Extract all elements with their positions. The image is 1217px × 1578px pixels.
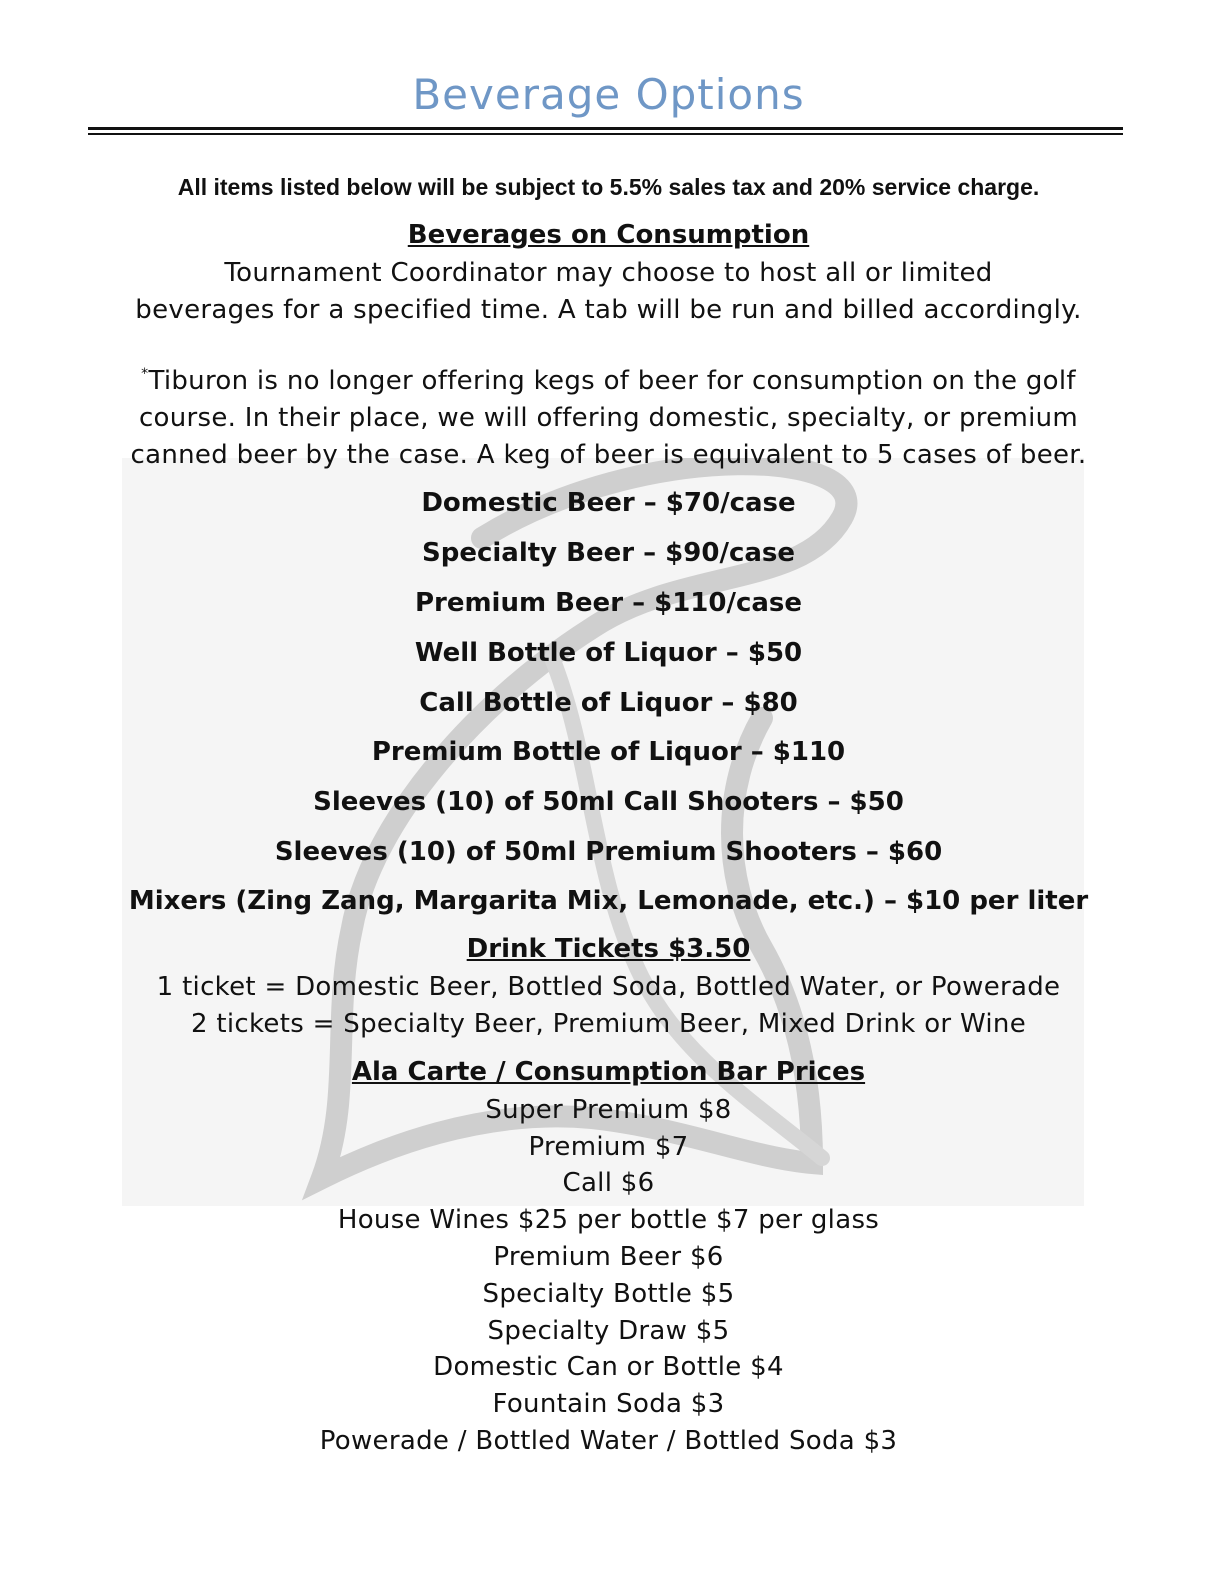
bulk-item: Sleeves (10) of 50ml Call Shooters – $50 xyxy=(313,787,904,817)
ala-carte-item: Fountain Soda $3 xyxy=(492,1389,725,1419)
ala-carte-item: Premium $7 xyxy=(528,1132,689,1162)
bulk-item: Domestic Beer – $70/case xyxy=(421,488,796,518)
consumption-line: Tournament Coordinator may choose to host all or limited xyxy=(224,258,993,288)
bulk-item: Mixers (Zing Zang, Margarita Mix, Lemonade, etc.) – $10 per liter xyxy=(128,886,1089,916)
consumption-line: beverages for a specified time. A tab will be run and billed accordingly. xyxy=(135,295,1082,325)
ala-carte-item: Super Premium $8 xyxy=(485,1095,732,1125)
ticket-line: 1 ticket = Domestic Beer, Bottled Soda, Bottled Water, or Powerade xyxy=(156,972,1061,1002)
kegs-note-line: course. In their place, we will offering domestic, specialty, or premium xyxy=(138,403,1079,433)
bulk-item: Call Bottle of Liquor – $80 xyxy=(419,688,798,718)
title-rule-bottom xyxy=(88,133,1123,135)
shark-watermark xyxy=(122,458,1084,1206)
bulk-item: Specialty Beer – $90/case xyxy=(421,538,796,568)
ticket-line: 2 tickets = Specialty Beer, Premium Beer, Mixed Drink or Wine xyxy=(190,1009,1026,1039)
tickets-heading: Drink Tickets $3.50 xyxy=(466,934,751,964)
bulk-item: Sleeves (10) of 50ml Premium Shooters – $60 xyxy=(274,837,943,867)
ala-carte-item: Specialty Bottle $5 xyxy=(482,1279,735,1309)
ala-carte-item: House Wines $25 per bottle $7 per glass xyxy=(337,1205,880,1235)
ala-carte-item: Call $6 xyxy=(562,1168,655,1198)
page-title: Beverage Options xyxy=(412,70,805,119)
ala-carte-heading: Ala Carte / Consumption Bar Prices xyxy=(351,1057,866,1087)
ala-carte-item: Powerade / Bottled Water / Bottled Soda $3 xyxy=(319,1426,898,1456)
ala-carte-item: Domestic Can or Bottle $4 xyxy=(433,1352,784,1382)
consumption-heading: Beverages on Consumption xyxy=(407,220,810,250)
kegs-note-line: canned beer by the case. A keg of beer is equivalent to 5 cases of beer. xyxy=(130,440,1087,470)
ala-carte-item: Premium Beer $6 xyxy=(493,1242,724,1272)
asterisk-mark: * xyxy=(141,366,149,382)
kegs-note-line: *Tiburon is no longer offering kegs of beer for consumption on the golf xyxy=(141,366,1076,396)
bulk-item: Well Bottle of Liquor – $50 xyxy=(414,638,803,668)
title-rule-top xyxy=(88,127,1123,130)
bulk-item: Premium Beer – $110/case xyxy=(414,588,803,618)
tax-note: All items listed below will be subject to 5.5% sales tax and 20% service charge. xyxy=(177,174,1040,200)
ala-carte-item: Specialty Draw $5 xyxy=(487,1316,730,1346)
bulk-item: Premium Bottle of Liquor – $110 xyxy=(371,737,846,767)
